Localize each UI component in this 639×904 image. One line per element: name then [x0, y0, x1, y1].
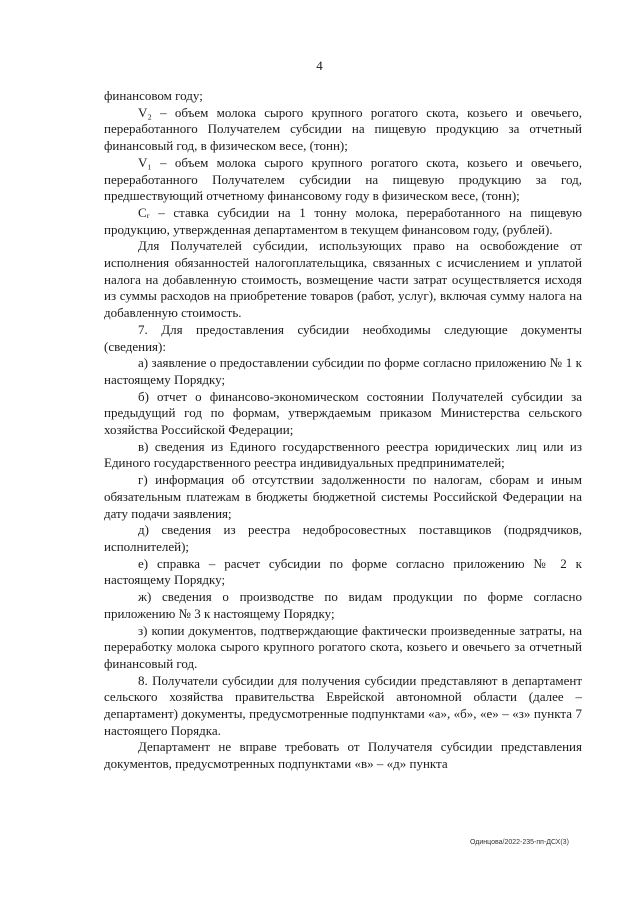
- paragraph: Сᵣ – ставка субсидии на 1 тонну молока, переработанного на пищевую продукцию, утвержденная департаментом в текущем финансовом году, (рублей).: [104, 204, 582, 237]
- paragraph: ж) сведения о производстве по видам продукции по форме согласно приложению № 3 к настоящему Порядку;: [104, 589, 582, 621]
- page-number: 4: [316, 58, 323, 73]
- paragraph: з) копии документов, подтверждающие фактически произведенные затраты, на переработку молока сырого крупного рогатого скота, козьего и овечьего за отчетный финансовый год.: [104, 622, 582, 671]
- paragraph: е) справка – расчет субсидии по форме согласно приложению № 2 к настоящему Порядку;: [104, 555, 582, 588]
- footer-document-code: Одинцова/2022-235-пп-ДСХ(3): [470, 839, 569, 846]
- paragraph: финансовом году;: [104, 88, 203, 103]
- paragraph: а) заявление о предоставлении субсидии по форме согласно приложению № 1 к настоящему Порядку;: [104, 355, 582, 387]
- document-body: [104, 88, 582, 773]
- paragraph: в) сведения из Единого государственного реестра юридических лиц или из Единого государственного реестра индивидуальных предпринимателей;: [104, 438, 582, 471]
- paragraph: 8. Получатели субсидии для получения субсидии представляют в департамент сельского хозяйства правительства Еврейской автономной области (далее – департамент) документы, предусмотренные подпунктами «а», «б», «е» – «з» пункта 7 настоящего Порядка.: [104, 672, 582, 738]
- paragraph: Для Получателей субсидии, использующих право на освобождение от исполнения обязанностей налогоплательщика, связанных с исчислением и уплатой налога на добавленную стоимость, возмещение части затрат осуществляется исходя из суммы расходов на приобретение товаров (работ, услуг), включая сумму налога на добавленную стоимость.: [104, 238, 582, 321]
- paragraph: г) информация об отсутствии задолженности по налогам, сборам и иным обязательным платежам в бюджеты бюджетной системы Российской Федерации на дату подачи заявления;: [104, 472, 582, 521]
- paragraph: д) сведения из реестра недобросовестных поставщиков (подрядчиков, исполнителей);: [104, 522, 582, 554]
- paragraph: V₂ – объем молока сырого крупного рогатого скота, козьего и овечьего, переработанного Получателем субсидии на пищевую продукцию за отчетный финансовый год, в физическом весе, (тонн);: [104, 104, 582, 154]
- paragraph: б) отчет о финансово-экономическом состоянии Получателей субсидии за предыдущий год по формам, утверждаемым приказом Министерства сельского хозяйства Российской Федерации;: [104, 388, 582, 438]
- paragraph: V₁ – объем молока сырого крупного рогатого скота, козьего и овечьего, переработанного Получателем субсидии на пищевую продукцию за год, предшествующий отчетному финансовому году в физическом весе, (тонн);: [104, 154, 582, 204]
- paragraph: Департамент не вправе требовать от Получателя субсидии представления документов, предусмотренных подпунктами «в» – «д» пункта: [104, 739, 582, 772]
- paragraph: 7. Для предоставления субсидии необходимы следующие документы (сведения):: [104, 321, 582, 354]
